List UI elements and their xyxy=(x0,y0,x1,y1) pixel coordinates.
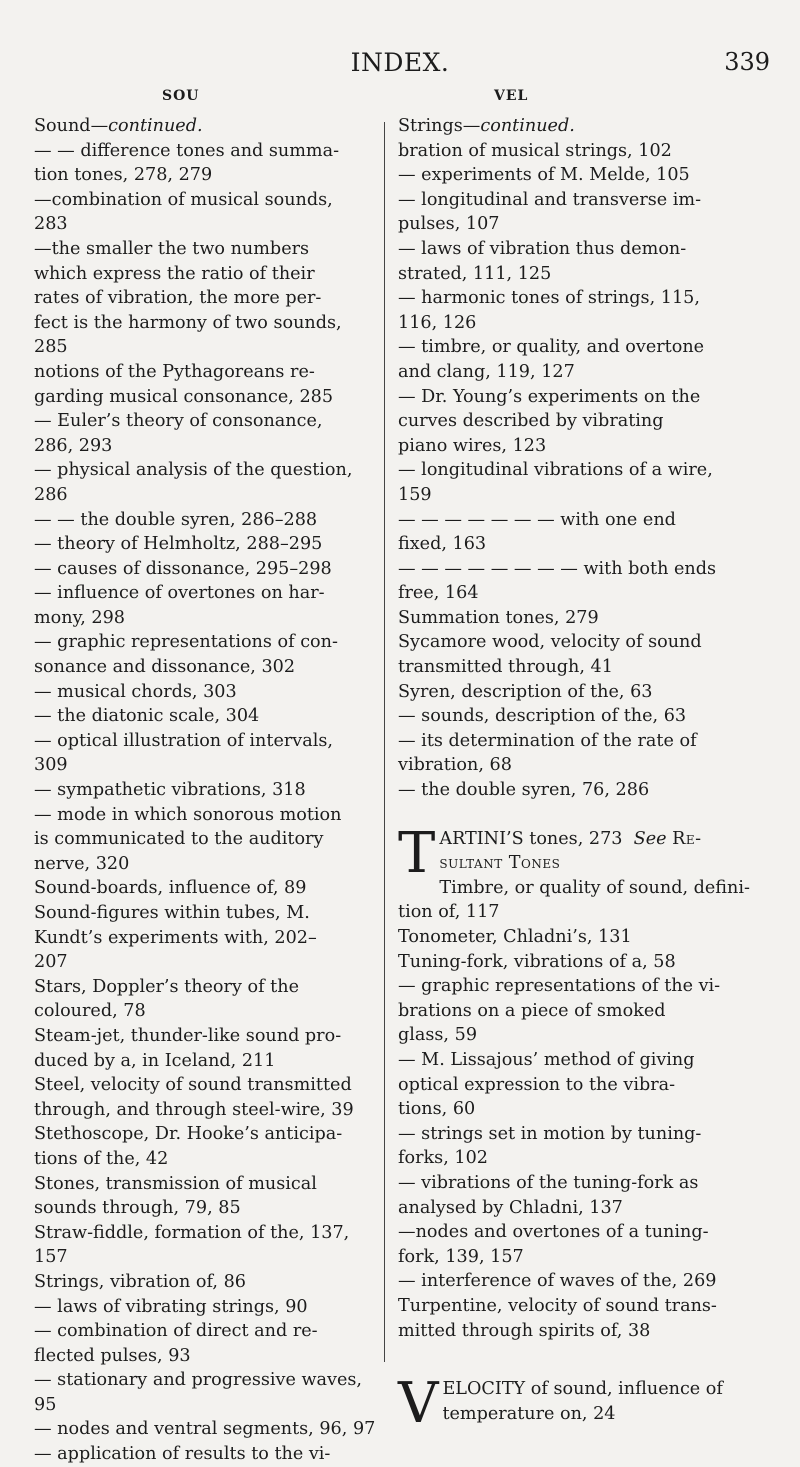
index-line: Sound—continued. xyxy=(34,116,203,136)
section-v xyxy=(398,1371,770,1437)
index-line: — M. Lissajous’ method of giving xyxy=(398,1049,695,1070)
index-line: Tuning-fork, vibrations of a, 58 xyxy=(398,951,676,972)
index-line: — experiments of M. Melde, 105 xyxy=(398,165,690,186)
index-line: transmitted through, 41 xyxy=(398,657,613,678)
index-line: free, 164 xyxy=(398,583,479,604)
index-line: — interference of waves of the, 269 xyxy=(398,1271,717,1292)
index-line: duced by a, in Iceland, 211 xyxy=(34,1050,276,1071)
index-line: tion of, 117 xyxy=(398,902,500,923)
index-line: and clang, 119, 127 xyxy=(398,361,575,382)
guide-word-right: VEL xyxy=(494,88,529,104)
index-line: 159 xyxy=(398,484,432,505)
index-line: Strings—continued. xyxy=(398,116,575,136)
index-line: Timbre, or quality of sound, defini- xyxy=(439,877,750,898)
index-line: optical expression to the vibra- xyxy=(398,1074,676,1095)
index-line: —combination of musical sounds, xyxy=(34,189,333,210)
index-line: sonance and dissonance, 302 xyxy=(34,657,296,678)
index-line: brations on a piece of smoked xyxy=(398,1000,666,1021)
index-entry-tartini: ARTINI’S tones, 273 See Re- xyxy=(439,828,702,849)
index-line: — vibrations of the tuning-fork as xyxy=(398,1172,699,1193)
index-line: — influence of overtones on har- xyxy=(34,583,325,604)
index-line: analysed by Chladni, 137 xyxy=(398,1197,623,1218)
index-line: flected pulses, 93 xyxy=(34,1345,191,1366)
index-line: — musical chords, 303 xyxy=(34,681,237,702)
index-line: vibration, 68 xyxy=(398,755,512,776)
index-line: — — difference tones and summa- xyxy=(34,140,340,161)
index-line: rates of vibration, the more per- xyxy=(34,288,322,309)
index-line: — theory of Helmholtz, 288–295 xyxy=(34,534,323,555)
index-entries-strings-syren xyxy=(398,114,770,803)
index-line: — sympathetic vibrations, 318 xyxy=(34,780,306,801)
index-line: — strings set in motion by tuning- xyxy=(398,1123,702,1144)
index-line: Summation tones, 279 xyxy=(398,607,599,628)
index-line: Steel, velocity of sound transmitted xyxy=(34,1075,352,1096)
index-line: — nodes and ventral segments, 96, 97 xyxy=(34,1419,376,1440)
index-line: tion tones, 278, 279 xyxy=(34,165,213,186)
index-line: mitted through spirits of, 38 xyxy=(398,1320,651,1341)
index-line: pulses, 107 xyxy=(398,214,500,235)
cross-reference-resultant-tones: sultant Tones xyxy=(439,853,561,874)
index-line: Tonometer, Chladni’s, 131 xyxy=(398,927,632,947)
column-divider xyxy=(384,122,385,1362)
page-header xyxy=(0,48,800,88)
index-line: strated, 111, 125 xyxy=(398,263,552,284)
dropcap-t: T xyxy=(398,820,436,886)
index-line: glass, 59 xyxy=(398,1025,478,1046)
index-line: through, and through steel-wire, 39 xyxy=(34,1099,354,1120)
index-line: —the smaller the two numbers xyxy=(34,238,310,259)
index-line: 286, 293 xyxy=(34,435,113,456)
index-line: 116, 126 xyxy=(398,312,477,333)
index-line: piano wires, 123 xyxy=(398,435,547,456)
index-line: coloured, 78 xyxy=(34,1001,146,1022)
index-line: sounds through, 79, 85 xyxy=(34,1198,241,1219)
index-line: Steam-jet, thunder-like sound pro- xyxy=(34,1025,342,1046)
index-line: — laws of vibrating strings, 90 xyxy=(34,1296,308,1317)
index-line: is communicated to the auditory xyxy=(34,829,324,850)
index-line: — mode in which sonorous motion xyxy=(34,804,342,825)
index-line: tions of the, 42 xyxy=(34,1148,169,1169)
index-line: — longitudinal vibrations of a wire, xyxy=(398,460,713,481)
index-line: — — the double syren, 286–288 xyxy=(34,509,318,530)
index-line: — laws of vibration thus demon- xyxy=(398,238,687,259)
index-line: — the diatonic scale, 304 xyxy=(34,706,260,727)
index-line: Straw-fiddle, formation of the, 137, xyxy=(34,1222,350,1243)
index-line: — — — — — — — with one end xyxy=(398,509,676,530)
index-line: 285 xyxy=(34,337,68,358)
index-line: — application of results to the vi- xyxy=(34,1444,331,1465)
index-line: notions of the Pythagoreans re- xyxy=(34,361,315,382)
index-line: —nodes and overtones of a tuning- xyxy=(398,1222,709,1243)
index-line: 283 xyxy=(34,214,68,235)
index-line: 309 xyxy=(34,755,68,776)
index-line: — stationary and progressive waves, xyxy=(34,1370,363,1391)
index-line: mony, 298 xyxy=(34,607,125,628)
index-line: — longitudinal and transverse im- xyxy=(398,189,702,210)
index-line: — its determination of the rate of xyxy=(398,730,697,751)
index-line: forks, 102 xyxy=(398,1148,488,1169)
index-line: Turpentine, velocity of sound trans- xyxy=(398,1295,717,1316)
index-line: curves described by vibrating xyxy=(398,411,664,432)
index-line: — Dr. Young’s experiments on the xyxy=(398,386,701,407)
index-line: Stones, transmission of musical xyxy=(34,1173,317,1194)
index-line: fect is the harmony of two sounds, xyxy=(34,312,342,333)
index-line: — causes of dissonance, 295–298 xyxy=(34,558,332,579)
dropcap-v: V xyxy=(398,1371,439,1437)
index-line: Stethoscope, Dr. Hooke’s anticipa- xyxy=(34,1124,343,1145)
index-line: — graphic representations of con- xyxy=(34,632,338,653)
index-line: Sycamore wood, velocity of sound xyxy=(398,632,702,653)
index-line: Sound-boards, influence of, 89 xyxy=(34,878,307,899)
index-line: — harmonic tones of strings, 115, xyxy=(398,288,700,309)
index-line: Strings, vibration of, 86 xyxy=(34,1271,246,1292)
index-entries-t xyxy=(398,876,770,1343)
index-column-left xyxy=(34,114,376,1467)
index-line: Syren, description of the, 63 xyxy=(398,681,653,702)
index-line: 286 xyxy=(34,484,68,505)
index-line: — — — — — — — — with both ends xyxy=(398,558,717,579)
index-line: fixed, 163 xyxy=(398,534,487,555)
index-line: — sounds, description of the, 63 xyxy=(398,706,687,727)
index-line: — combination of direct and re- xyxy=(34,1321,318,1342)
index-line: 207 xyxy=(34,952,68,973)
index-line: — timbre, or quality, and overtone xyxy=(398,337,705,358)
index-entry-velocity-cont: temperature on, 24 xyxy=(442,1403,616,1424)
index-column-right xyxy=(398,114,770,1437)
index-entry-velocity: ELOCITY of sound, influence of xyxy=(442,1379,723,1400)
index-line: Kundt’s experiments with, 202– xyxy=(34,927,317,948)
index-line: Sound-figures within tubes, M. xyxy=(34,903,310,923)
index-line: — Euler’s theory of consonance, xyxy=(34,411,323,432)
index-line: fork, 139, 157 xyxy=(398,1246,524,1267)
index-line: Stars, Doppler’s theory of the xyxy=(34,976,299,997)
index-line: garding musical consonance, 285 xyxy=(34,386,334,407)
index-line: 157 xyxy=(34,1247,68,1268)
index-line: 95 xyxy=(34,1394,57,1415)
index-line: — graphic representations of the vi- xyxy=(398,976,721,997)
section-t xyxy=(398,820,770,886)
index-line: — optical illustration of intervals, xyxy=(34,730,333,751)
index-line: — physical analysis of the question, xyxy=(34,460,353,481)
guide-word-left: SOU xyxy=(162,88,200,104)
index-line: bration of musical strings, 102 xyxy=(398,140,672,161)
index-line: tions, 60 xyxy=(398,1099,476,1120)
index-line: — the double syren, 76, 286 xyxy=(398,780,650,801)
page-number: 339 xyxy=(724,48,770,76)
page-title: INDEX. xyxy=(350,48,450,77)
index-line: which express the ratio of their xyxy=(34,263,315,284)
index-line: nerve, 320 xyxy=(34,853,130,874)
